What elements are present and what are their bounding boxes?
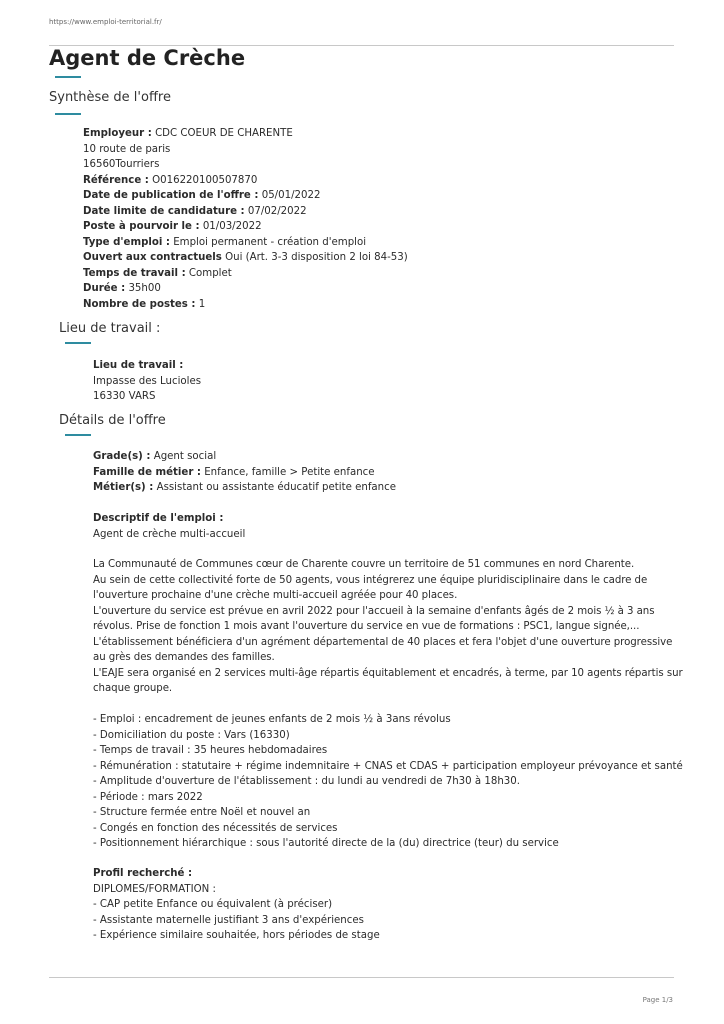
temps-label: Temps de travail : bbox=[83, 267, 186, 279]
profil-line: DIPLOMES/FORMATION : bbox=[93, 883, 216, 895]
list-item: - Période : mars 2022 bbox=[93, 791, 203, 803]
list-item: - Amplitude d'ouverture de l'établissement : du lundi au vendredi de 7h30 à 18h30. bbox=[93, 776, 520, 787]
contractuels-row bbox=[83, 250, 408, 266]
limite-row bbox=[83, 204, 408, 220]
paragraph-line: La Communauté de Communes cœur de Charente couvre un territoire de 51 communes en nord Charente. bbox=[93, 559, 635, 570]
description-paragraph bbox=[93, 557, 683, 697]
postes-row bbox=[83, 297, 408, 313]
profil-line: - Expérience similaire souhaitée, hors périodes de stage bbox=[93, 930, 380, 941]
lieu-heading: Lieu de travail : bbox=[59, 321, 161, 336]
profil-line: - CAP petite Enfance ou équivalent (à préciser) bbox=[93, 899, 333, 910]
paragraph-line: L'EAJE sera organisé en 2 services multi-âge répartis équitablement et encadrés, à terme, par 10 agents répartis sur bbox=[93, 667, 683, 679]
metier-row bbox=[93, 480, 396, 496]
duree-value: 35h00 bbox=[128, 283, 161, 294]
postes-label: Nombre de postes : bbox=[83, 298, 196, 310]
duree-label: Durée : bbox=[83, 283, 126, 294]
bottom-divider bbox=[49, 977, 674, 978]
type-value: Emploi permanent - création d'emploi bbox=[173, 236, 367, 248]
list-item: - Emploi : encadrement de jeunes enfants de 2 mois ½ à 3ans révolus bbox=[93, 714, 451, 725]
descriptif-section bbox=[93, 511, 245, 542]
list-item: - Rémunération : statutaire + régime indemnitaire + CNAS et CDAS + participation employeur prévoyance et santé bbox=[93, 760, 683, 772]
famille-row bbox=[93, 465, 396, 481]
grade-row bbox=[93, 449, 396, 465]
lieu-section bbox=[93, 358, 201, 405]
profil-line: - Assistante maternelle justifiant 3 ans d'expériences bbox=[93, 914, 364, 926]
reference-label: Référence : bbox=[83, 174, 149, 186]
list-item: - Domiciliation du poste : Vars (16330) bbox=[93, 729, 290, 741]
address-line2: 16560Tourriers bbox=[83, 159, 160, 170]
synthese-heading: Synthèse de l'offre bbox=[49, 90, 171, 105]
publication-label: Date de publication de l'offre : bbox=[83, 190, 259, 201]
publication-row bbox=[83, 188, 408, 204]
poste-label: Poste à pourvoir le : bbox=[83, 221, 200, 232]
details-underline bbox=[65, 434, 91, 436]
type-row bbox=[83, 235, 408, 251]
type-label: Type d'emploi : bbox=[83, 236, 170, 248]
temps-value: Complet bbox=[188, 267, 232, 279]
paragraph-line: L'ouverture du service est prévue en avril 2022 pour l'accueil à la semaine d'enfants âgés de 2 mois ½ à 3 ans bbox=[93, 605, 655, 617]
lieu-line2: 16330 VARS bbox=[93, 391, 156, 402]
reference-value: O016220100507870 bbox=[152, 174, 258, 186]
postes-value: 1 bbox=[198, 298, 206, 310]
list-item: - Structure fermée entre Noël et nouvel an bbox=[93, 807, 311, 818]
employeur-label: Employeur : bbox=[83, 128, 152, 139]
paragraph-line: L'établissement bénéficiera d'un agrément départemental de 40 places et fera l'objet d'une ouverture progressive bbox=[93, 636, 673, 648]
synthese-underline bbox=[55, 113, 81, 115]
paragraph-line: Au sein de cette collectivité forte de 50 agents, vous intégrerez une équipe pluridisciplinaire dans le cadre de bbox=[93, 574, 648, 586]
contractuels-value: Oui (Art. 3-3 disposition 2 loi 84-53) bbox=[225, 252, 408, 263]
employeur-row bbox=[83, 126, 408, 142]
famille-value: Enfance, famille > Petite enfance bbox=[204, 466, 375, 478]
title-underline bbox=[55, 76, 81, 78]
paragraph-line: au grès des demandes des familles. bbox=[93, 652, 275, 663]
poste-row bbox=[83, 219, 408, 235]
limite-label: Date limite de candidature : bbox=[83, 205, 245, 217]
list-item: - Positionnement hiérarchique : sous l'autorité directe de la (du) directrice (teur) du service bbox=[93, 838, 559, 849]
address-line1: 10 route de paris bbox=[83, 143, 171, 155]
contractuels-label: Ouvert aux contractuels bbox=[83, 252, 222, 263]
details-section bbox=[93, 449, 396, 496]
page-url: https://www.emploi-territorial.fr/ bbox=[49, 18, 162, 26]
limite-value: 07/02/2022 bbox=[247, 205, 307, 217]
list-item: - Congés en fonction des nécessités de services bbox=[93, 822, 338, 834]
descriptif-label: Descriptif de l'emploi : bbox=[93, 513, 224, 524]
page-title: Agent de Crèche bbox=[49, 46, 246, 70]
paragraph-line: chaque groupe. bbox=[93, 683, 173, 694]
details-heading: Détails de l'offre bbox=[59, 413, 166, 428]
synthese-section bbox=[83, 126, 408, 312]
publication-value: 05/01/2022 bbox=[261, 190, 321, 201]
grade-value: Agent social bbox=[153, 451, 217, 462]
employeur-value: CDC COEUR DE CHARENTE bbox=[155, 128, 293, 139]
descriptif-value: Agent de crèche multi-accueil bbox=[93, 528, 246, 540]
profil-section bbox=[93, 866, 380, 944]
metier-value: Assistant ou assistante éducatif petite enfance bbox=[156, 482, 396, 493]
grade-label: Grade(s) : bbox=[93, 451, 151, 462]
reference-row bbox=[83, 173, 408, 189]
famille-label: Famille de métier : bbox=[93, 466, 201, 478]
lieu-line1: Impasse des Lucioles bbox=[93, 375, 202, 387]
temps-row bbox=[83, 266, 408, 282]
paragraph-line: révolus. Prise de fonction 1 mois avant l'ouverture du service en vue de formations : PSC1, langue signée,... bbox=[93, 621, 640, 632]
paragraph-line: l'ouverture prochaine d'une crèche multi-accueil agréée pour 40 places. bbox=[93, 590, 458, 601]
page-number: Page 1/3 bbox=[642, 996, 673, 1004]
list-item: - Temps de travail : 35 heures hebdomadaires bbox=[93, 745, 328, 756]
details-list bbox=[93, 712, 683, 852]
profil-label: Profil recherché : bbox=[93, 868, 193, 879]
poste-value: 01/03/2022 bbox=[202, 221, 262, 232]
metier-label: Métier(s) : bbox=[93, 482, 154, 493]
lieu-label: Lieu de travail : bbox=[93, 360, 184, 371]
lieu-underline bbox=[65, 342, 91, 344]
duree-row bbox=[83, 281, 408, 297]
